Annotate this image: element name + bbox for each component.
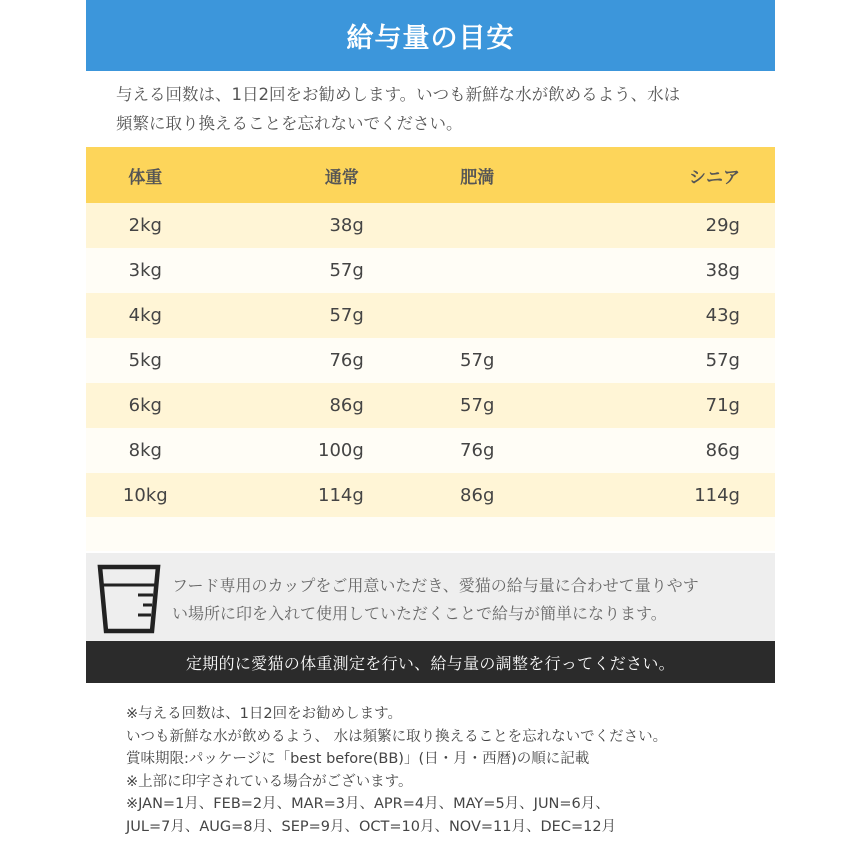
cell-weight: 3kg bbox=[86, 248, 205, 293]
cell-senior: 38g bbox=[571, 248, 775, 293]
cell-weight: 10kg bbox=[86, 473, 205, 518]
cell-normal: 38g bbox=[205, 203, 384, 248]
footnote-line: 賞味期限:パッケージに「best before(BB)」(日・月・西暦)の順に記載 bbox=[126, 751, 590, 767]
cell-obese: 57g bbox=[384, 338, 571, 383]
cell-obese bbox=[384, 248, 571, 293]
table-row bbox=[86, 428, 775, 473]
footnote-line: いつも新鮮な水が飲めるよう、 水は頻繁に取り換えることを忘れないでください。 bbox=[126, 728, 668, 745]
table-header-row bbox=[86, 147, 775, 203]
cup-tip-text bbox=[172, 572, 767, 628]
footnote-line: ※与える回数は、1日2回をお勧めします。 bbox=[126, 706, 402, 722]
notice-text: 定期的に愛猫の体重測定を行い、給与量の調整を行ってください。 bbox=[185, 653, 675, 673]
table-row bbox=[86, 473, 775, 518]
cell-senior: 43g bbox=[571, 293, 775, 338]
cell-obese: 76g bbox=[384, 428, 571, 473]
intro-line: 与える回数は、1日2回をお勧めします。いつも新鮮な水が飲めるよう、水は bbox=[116, 85, 681, 104]
table-row bbox=[86, 293, 775, 338]
cell-weight: 6kg bbox=[86, 383, 205, 428]
cup-tip-line: フード専用のカップをご用意いただき、愛猫の給与量に合わせて量りやす bbox=[172, 576, 699, 595]
cell-senior: 114g bbox=[571, 473, 775, 518]
cup-tip-line: い場所に印を入れて使用していただくことで給与が簡単になります。 bbox=[172, 604, 667, 623]
cell-obese: 86g bbox=[384, 473, 571, 518]
column-header-weight: 体重 bbox=[86, 147, 205, 203]
cell-normal: 86g bbox=[205, 383, 384, 428]
column-header-obese: 肥満 bbox=[384, 147, 571, 203]
cell-senior: 29g bbox=[571, 203, 775, 248]
cell-obese: 57g bbox=[384, 383, 571, 428]
cell-normal: 57g bbox=[205, 293, 384, 338]
intro-text bbox=[116, 80, 756, 138]
cup-tip-box bbox=[86, 553, 775, 641]
cell-normal: 100g bbox=[205, 428, 384, 473]
footnote-line: JUL=7月、AUG=8月、SEP=9月、OCT=10月、NOV=11月、DEC=12月 bbox=[126, 818, 617, 835]
cell-weight: 2kg bbox=[86, 203, 205, 248]
cell-obese bbox=[384, 203, 571, 248]
table-row bbox=[86, 338, 775, 383]
cell-weight: 4kg bbox=[86, 293, 205, 338]
feeding-amount-table bbox=[86, 147, 775, 518]
table-row bbox=[86, 383, 775, 428]
cell-normal: 76g bbox=[205, 338, 384, 383]
footnote-line: ※上部に印字されている場合がございます。 bbox=[126, 773, 413, 790]
footnote-line: ※JAN=1月、FEB=2月、MAR=3月、APR=4月、MAY=5月、JUN=6月、 bbox=[126, 796, 610, 812]
column-header-normal: 通常 bbox=[205, 147, 384, 203]
notice-bar bbox=[86, 641, 775, 683]
cell-senior: 71g bbox=[571, 383, 775, 428]
cell-weight: 5kg bbox=[86, 338, 205, 383]
table-row bbox=[86, 248, 775, 293]
cell-normal: 57g bbox=[205, 248, 384, 293]
column-header-senior: シニア bbox=[571, 147, 775, 203]
measuring-cup-icon bbox=[96, 561, 162, 637]
cell-obese bbox=[384, 293, 571, 338]
title-banner bbox=[86, 0, 775, 71]
cell-normal: 114g bbox=[205, 473, 384, 518]
footnotes bbox=[126, 703, 766, 838]
intro-line: 頻繁に取り換えることを忘れないでください。 bbox=[116, 114, 463, 133]
table-row bbox=[86, 203, 775, 248]
page-title: 給与量の目安 bbox=[346, 23, 515, 54]
cell-weight: 8kg bbox=[86, 428, 205, 473]
cell-senior: 57g bbox=[571, 338, 775, 383]
cell-senior: 86g bbox=[571, 428, 775, 473]
table-bottom-spacer bbox=[86, 517, 775, 551]
